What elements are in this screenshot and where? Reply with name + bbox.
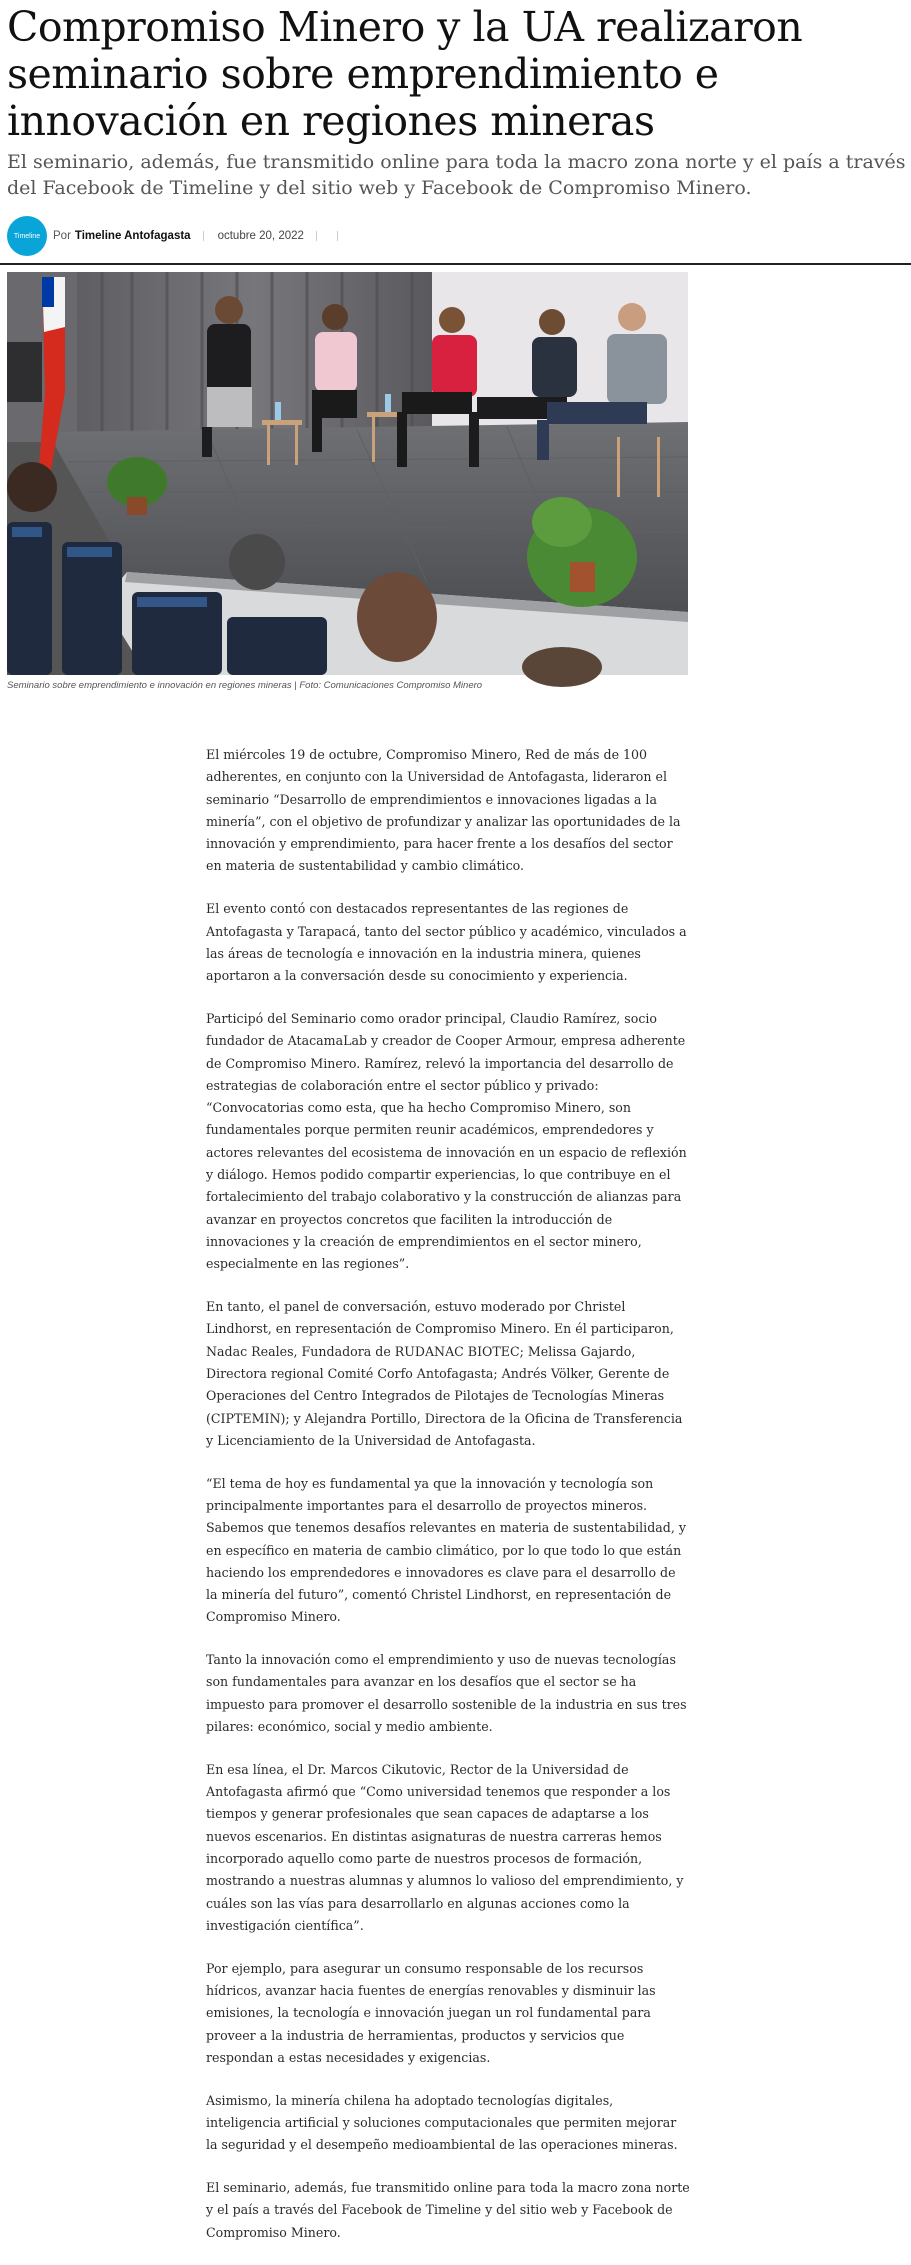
article-subtitle: El seminario, además, fue transmitido online para toda la macro zona norte y el país a través del Facebook de Timeline y del sitio web y Facebook de Compromiso Minero. [7,151,906,199]
body-paragraph: El miércoles 19 de octubre, Compromiso Minero, Red de más de 100 adherentes, en conjunto con la Universidad de Antofagasta, lideraron el seminario “Desarrollo de emprendimientos e innovaciones ligadas a la minería”, con el objetivo de profundizar y analizar las oportunidades de la innovación y emprendimiento, para hacer frente a los desafíos del sector en materia de sustentabilidad y cambio climático. [206,747,681,874]
body-paragraph: El seminario, además, fue transmitido online para toda la macro zona norte y el país a través del Facebook de Timeline y del sitio web y Facebook de Compromiso Minero. [206,2180,690,2240]
publish-date: octubre 20, 2022 [217,230,304,242]
article-header [7,4,907,257]
body-paragraph: “El tema de hoy es fundamental ya que la innovación y tecnología son principalmente importantes para el desarrollo de proyectos mineros. Sabemos que tenemos desafíos relevantes en materia de sustentabilidad, y en específico en materia de cambio climático, por lo que todo lo que están haciendo los emprendedores e innovadores es clave para el desarrollo de la minería del futuro”, comentó Christel Lindhorst, en representación de Compromiso Minero. [206,1475,686,1625]
byline-prefix: Por [53,230,71,242]
body-paragraph: Tanto la innovación como el emprendimiento y uso de nuevas tecnologías son fundamentales para avanzar en los desafíos que el sector se ha impuesto para promover el desarrollo sostenible de la industria en sus tres pilares: económico, social y medio ambiente. [206,1652,687,1735]
byline-divider [203,231,204,241]
author-link[interactable]: Timeline Antofagasta [74,230,191,242]
byline-divider [316,231,317,241]
article-headline: Compromiso Minero y la UA realizaron seminario sobre emprendimiento e innovación en regiones mineras [7,3,803,145]
body-paragraph: Participó del Seminario como orador principal, Claudio Ramírez, socio fundador de AtacamaLab y creador de Cooper Armour, empresa adherente de Compromiso Minero. Ramírez, relevó la importancia del desarrollo de estrategias de colaboración entre el sector público y privado: “Convocatorias como esta, que ha hecho Compromiso Minero, son fundamentales porque permiten reunir académicos, emprendedores y actores relevantes del ecosistema de innovación en un espacio de reflexión y diálogo. Hemos podido compartir experiencias, lo que contribuye en el fortalecimiento del trabajo colaborativo y la construcción de alianzas para avanzar en proyectos concretos que faciliten la introducción de innovaciones y la creación de emprendimientos en el sector minero, especialmente en las regiones”. [206,1010,687,1272]
byline-divider [337,231,338,241]
byline [7,215,907,257]
seminar-photo [7,272,688,675]
body-paragraph: En tanto, el panel de conversación, estuvo moderado por Christel Lindhorst, en representación de Compromiso Minero. En él participaron, Nadac Reales, Fundadora de RUDANAC BIOTEC; Melissa Gajardo, Directora regional Comité Corfo Antofagasta; Andrés Völker, Gerente de Operaciones del Centro Integrados de Pilotajes de Tecnologías Mineras (CIPTEMIN); y Alejandra Portillo, Directora de la Oficina de Transferencia y Licenciamiento de la Universidad de Antofagasta. [206,1299,683,1448]
article-body [206,744,691,2265]
body-paragraph: El evento contó con destacados representantes de las regiones de Antofagasta y Tarapacá, tanto del sector público y académico, vinculados a las áreas de tecnología e innovación en la industria minera, quienes aportaron a la conversación desde su conocimiento y experiencia. [206,901,687,984]
body-paragraph: En esa línea, el Dr. Marcos Cikutovic, Rector de la Universidad de Antofagasta afirmó que “Como universidad tenemos que responder a los tiempos y generar profesionales que sean capaces de adaptarse a los nuevos escenarios. En distintas asignaturas de nuestra carreras hemos incorporado aquello como parte de nuestros procesos de formación, mostrando a nuestras alumnas y alumnos lo valioso del emprendimiento, y cuáles son las vías para desarrollarlo en algunas acciones como la investigación científica”. [206,1761,684,1933]
header-divider [0,263,911,265]
body-paragraph: Asimismo, la minería chilena ha adoptado tecnologías digitales, inteligencia artificial y soluciones computacionales que permiten mejorar la seguridad y el desempeño medioambiental de las operaciones mineras. [206,2092,678,2153]
body-paragraph: Por ejemplo, para asegurar un consumo responsable de los recursos hídricos, avanzar hacia fuentes de energías renovables y disminuir las emisiones, la tecnología e innovación juegan un rol fundamental para proveer a la industria de herramientas, productos y servicios que respondan a estas necesidades y exigencias. [206,1960,656,2065]
featured-figure [7,272,688,691]
author-avatar[interactable]: Timeline [7,216,47,256]
photo-caption: Seminario sobre emprendimiento e innovación en regiones mineras | Foto: Comunicaciones Compromiso Minero [7,680,483,691]
